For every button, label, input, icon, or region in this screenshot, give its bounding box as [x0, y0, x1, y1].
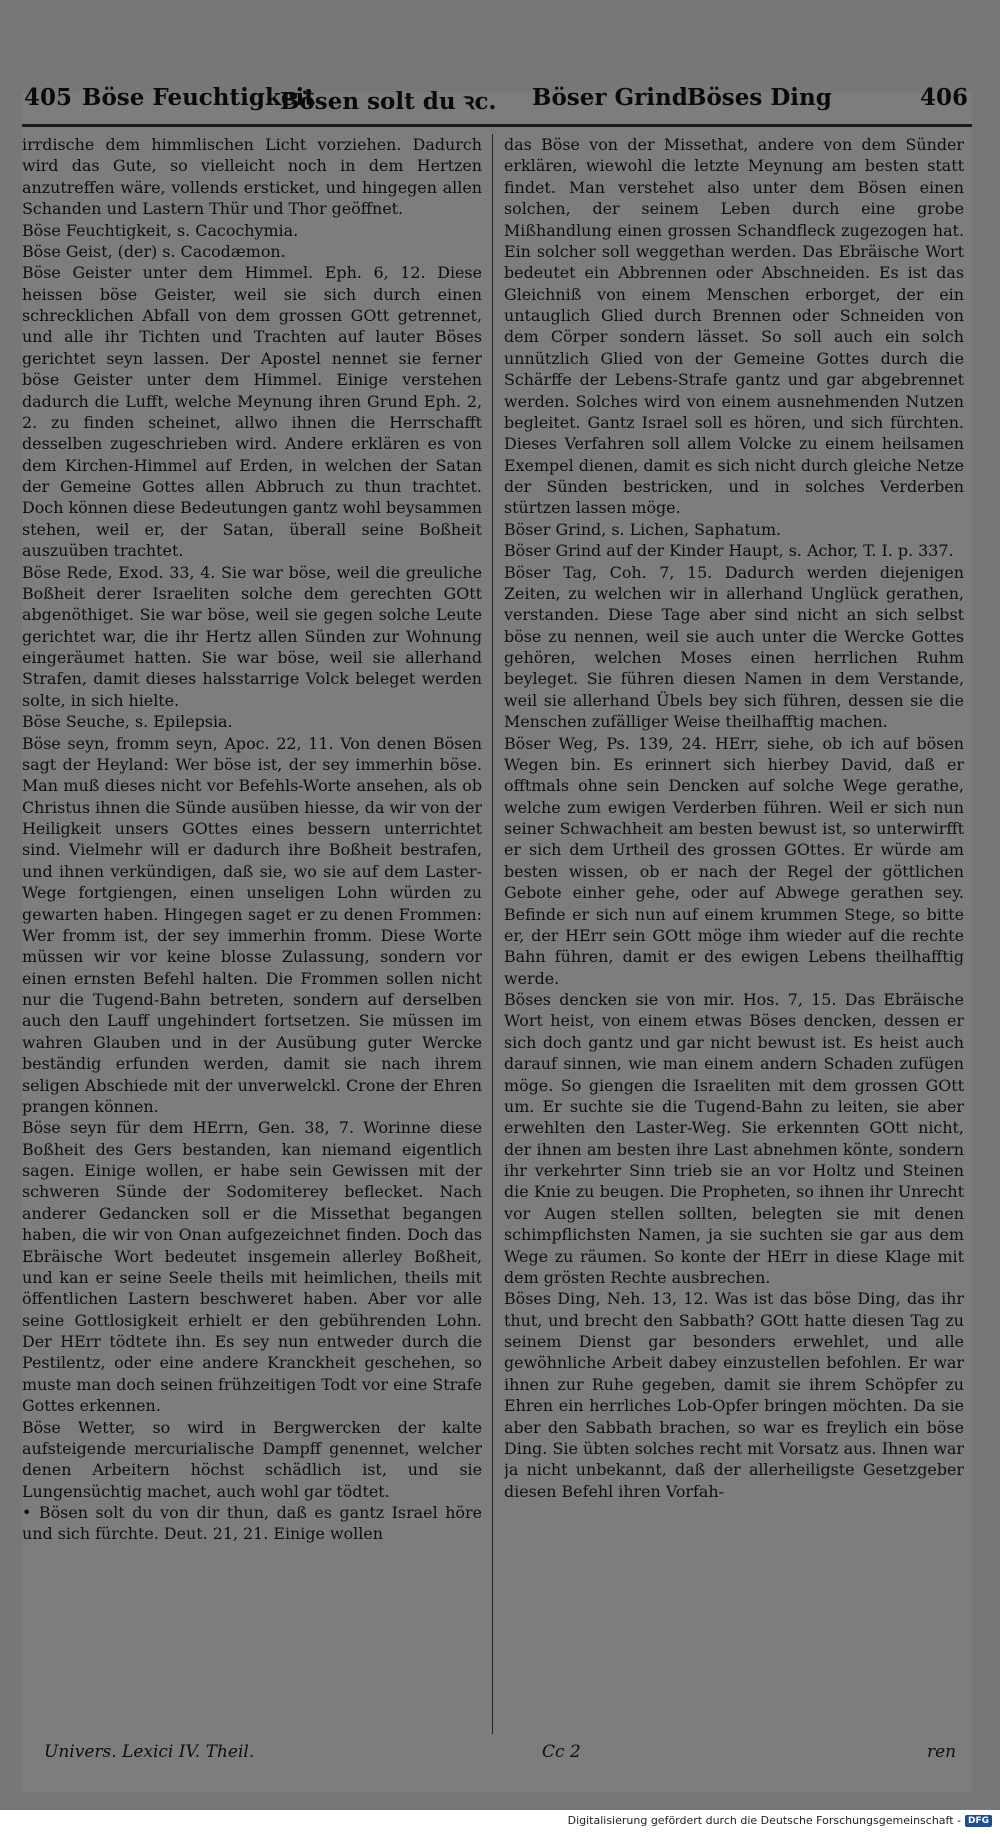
left-column [22, 134, 482, 1739]
right-entry: Böses dencken sie von mir. Hos. 7, 15. Das Ebräische Wort heist, von einem etwas Böses dencken, dessen er sich doch gantz und gar nicht bewust ist. Es heist auch darauf sinnen, wie man einem andern Schaden zufügen möge. So giengen die Israeliten mit dem grossen GOtt um. Er suchte sie die Tugend-Bahn zu leiten, sie aber erwehlten den Laster-Weg. Sie erkennten GOtt nicht, der ihnen am besten ihre Last abnehmen könte, sondern ihr verkehrter Sinn trieb sie an vor Holtz und Steinen die Knie zu beugen. Die Propheten, so ihnen ihr Unrecht vor Augen stellen sollten, belegten sie mit denen schimpflichsten Namen, ja sie suchten sie gar aus dem Wege zu räumen. So konte der HErr in diese Klage mit dem grösten Rechte ausbrechen. [504, 990, 964, 1287]
right-page-number: 406 [920, 84, 969, 111]
footer-catchword: ren [927, 1742, 957, 1762]
right-entry: Böser Tag, Coh. 7, 15. Dadurch werden diejenigen Zeiten, zu welchen wir in allerhand Unglück gerathen, verstanden. Diese Tage aber sind nicht an sich selbst böse zu nennen, weil sie auch unter die Wercke Gottes gehören, welchen Moses einen herrlichen Ruhm beyleget. Sie führen diesen Namen in dem Verstande, weil sie allerhand Übels bey sich führen, dessen sie die Menschen zufälliger Weise theilhafftig machen. [504, 562, 964, 732]
right-entry: Böser Grind auf der Kinder Haupt, s. Achor, T. I. p. 337. [504, 541, 954, 561]
right-catchword-1: Böser Grind [532, 84, 688, 111]
column-divider [492, 134, 493, 1734]
left-entry: Böse seyn, fromm seyn, Apoc. 22, 11. Von denen Bösen sagt der Heyland: Wer böse ist, der sey immerhin böse. Man muß dieses nicht vor Befehls-Worte ansehen, als ob Christus ihnen die Sünde ausüben hiesse, da wir von der Heiligkeit unsers GOttes eines bessern unterrichtet sind. Vielmehr will er dadurch ihre Boßheit bestrafen, und ihnen verkündigen, daß sie, wo sie auf dem Laster-Wege fortgiengen, einen unseligen Lohn würden zu gewarten haben. Hingegen saget er zu denen Frommen: Wer fromm ist, der sey immerhin fromm. Diese Worte müssen wir vor keine blosse Zulassung, sondern vor einen ernsten Befehl halten. Die Frommen sollen nicht nur die Tugend-Bahn betreten, sondern auf derselben auch den Lauff ungehindert fortsetzen. Sie müssen im wahren Glauben und in der Ausübung guter Wercke beständig erfunden werden, damit sie nach ihrem seligen Abschiede mit der unverwelckl. Crone der Ehren prangen können. [22, 733, 482, 1116]
left-entry: Böse Geist, (der) s. Cacodæmon. [22, 241, 286, 261]
left-entry: Böse Seuche, s. Epilepsia. [22, 712, 233, 732]
book-page [22, 84, 972, 1792]
left-entry: irrdische dem himmlischen Licht vorziehen. Dadurch wird das Gute, so vielleicht noch in dem Hertzen anzutreffen wäre, vollends ersticket, und hingegen allen Schanden und Lastern Thür und Thor geöffnet. [22, 135, 482, 219]
right-entry: Böser Weg, Ps. 139, 24. HErr, siehe, ob ich auf bösen Wegen bin. Es erinnert sich hierbey David, daß er offtmals ohne sein Dencken auf solche Wege gerathe, welche zum ewigen Verderben führen. Weil er sich nun seiner Schwachheit am besten bewust ist, so unterwirfft er sich dem Urtheil des grossen GOttes. Er würde am besten wissen, ob er nach der Regel der göttlichen Gebote einher gehe, oder auf Abwege gerathen sey. Befinde er sich nun auf einem krummen Stege, so bitte er, der HErr sein GOtt möge ihm wieder auf die rechte Bahn führen, damit er des ewigen Lebens theilhafftig werde. [504, 733, 964, 988]
header-rule [22, 124, 972, 127]
left-page-number: 405 [24, 84, 73, 111]
right-entry: Böses Ding, Neh. 13, 12. Was ist das böse Ding, das ihr thut, und brecht den Sabbath? GOtt hatte diesen Tag zu seinem Dienst gar besonders erwehlet, und alle gewöhnliche Arbeit dabey einzustellen befohlen. Er war ihnen zur Ruhe gegeben, damit sie ihrem Schöpfer zu Ehren ein herrliches Lob-Opfer bringen möchten. Da sie aber den Sabbath brachen, so war es freylich ein böse Ding. Sie übten solches recht mit Vorsatz aus. Ihnen war ja nicht unbekannt, daß der allerheiligste Gesetzgeber diesen Befehl ihren Vorfah- [504, 1289, 964, 1501]
page-footer [22, 1742, 972, 1772]
footer-volume: Univers. Lexici IV. Theil. [44, 1742, 255, 1762]
running-header [22, 84, 972, 124]
right-column [504, 134, 964, 1739]
right-catchword-2: Böses Ding [687, 84, 832, 111]
dfg-logo-icon: DFG [965, 1815, 992, 1827]
left-entry: Böse seyn für dem HErrn, Gen. 38, 7. Worinne diese Boßheit des Gers bestanden, kan niemand eigentlich sagen. Einige wollen, er habe sein Gewissen mit der schweren Sünde der Sodomiterey beflecket. Nach anderer Gedancken soll er die Missethat begangen haben, die wir von Onan aufgezeichnet finden. Doch das Ebräische Wort bedeutet insgemein allerley Boßheit, und kan er seine Seele theils mit heimlichen, theils mit öffentlichen Lastern beschweret haben. Aber vor alle seine Gottlosigkeit erhielt er den gebührenden Lohn. Der HErr tödtete ihn. Es sey nun entweder durch die Pestilentz, oder eine andere Kranckheit geschehen, so muste man doch seinen frühzeitigen Todt vor eine Strafe Gottes erkennen. [22, 1118, 482, 1416]
credit-text: Digitalisierung gefördert durch die Deutsche Forschungsgemeinschaft - [567, 1814, 961, 1827]
left-entry: Böse Wetter, so wird in Bergwercken der kalte aufsteigende mercurialische Dampff genennet, welcher denen Arbeitern höchst schädlich ist, und sie Lungensüchtig machet, auch wohl gar tödtet. [22, 1417, 482, 1501]
left-entry: Böse Rede, Exod. 33, 4. Sie war böse, weil die greuliche Boßheit derer Israeliten solche dem gerechten GOtt abgenöthiget. Sie war böse, weil sie gegen solche Leute gerichtet war, die ihr Hertz allen Sünden zur Wohnung eingeräumet hatten. Sie war böse, weil sie allerhand Strafen, damit dieses halsstarrige Volck beleget werden solte, in sich hielte. [22, 562, 482, 710]
right-entry: Böser Grind, s. Lichen, Saphatum. [504, 519, 782, 539]
left-entry: Böse Geister unter dem Himmel. Eph. 6, 12. Diese heissen böse Geister, weil sie sich durch einen schrecklichen Abfall von dem grossen GOtt getrennet, und alle ihr Tichten und Trachten auf lauter Böses gerichtet seyn lassen. Der Apostel nennet sie ferner böse Geister unter dem Himmel. Einige verstehen dadurch die Lufft, welche Meynung ihren Grund Eph. 2, 2. zu finden scheinet, allwo ihnen die Herrschafft desselben zugeschrieben wird. Andere erklären es von dem Kirchen-Himmel auf Erden, in welchen der Satan der Gemeine Gottes allen Abbruch zu thun trachtet. Doch können diese Bedeutungen gantz wohl beysammen stehen, weil er, der Satan, überall seine Boßheit auszuüben trachtet. [22, 263, 482, 561]
footer-signature: Cc 2 [542, 1742, 581, 1762]
digitization-credit [568, 1814, 992, 1827]
right-entry: das Böse von der Missethat, andere von dem Sünder erklären, wiewohl die letzte Meynung am besten statt findet. Man verstehet also unter dem Bösen einen solchen, der seinem Leben durch eine grobe Mißhandlung einen grossen Schandfleck zugezogen hat. Ein solcher soll weggethan werden. Das Ebräische Wort bedeutet ein Abbrennen oder Abschneiden. Es ist das Gleichniß von einem Menschen erborget, der ein untauglich Glied durch Brennen oder Schneiden von dem Cörper sondern lässet. So soll auch ein solch unnützlich Glied von der Gemeine Gottes durch die Schärffe der Lebens-Strafe gantz und gar abgebrennet werden. Solches wird von einem ausnehmenden Nutzen begleitet. Gantz Israel soll es hören, und sich fürchten. Dieses Verfahren soll allem Volcke zu einem heilsamen Exempel dienen, damit es sich nicht durch gleiche Netze der Sünden bestricken, und in solches Verderben stürtzen lassen möge. [504, 135, 964, 518]
left-entry: • Bösen solt du von dir thun, daß es gantz Israel höre und sich fürchte. Deut. 21, 21. Einige wollen [22, 1503, 482, 1544]
left-catchword-2: Bösen solt du ꝛc. [280, 88, 497, 115]
left-catchword-1: Böse Feuchtigkeit [82, 84, 315, 111]
left-entry: Böse Feuchtigkeit, s. Cacochymia. [22, 220, 299, 240]
